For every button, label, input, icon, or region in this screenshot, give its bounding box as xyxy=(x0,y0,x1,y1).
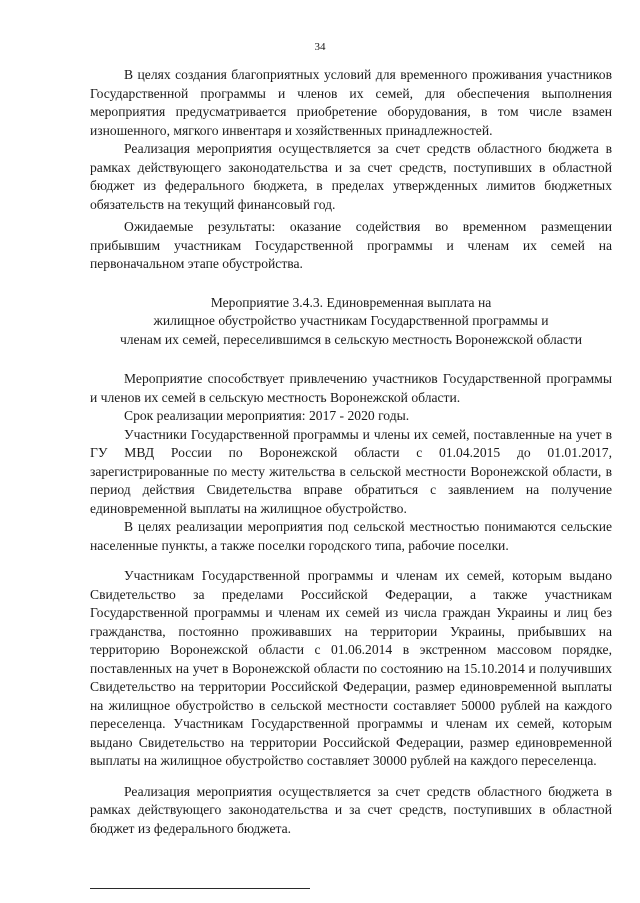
page-number: 34 xyxy=(314,41,326,53)
section-heading-line: членам их семей, переселившимся в сельскую местность Воронежской области xyxy=(119,331,583,347)
paragraph-rural-definition: В целях реализации мероприятия под сельской местностью понимаются сельские населенные пункты, а также поселки городского типа, рабочие поселки. xyxy=(90,519,612,553)
paragraph-measure-purpose: Мероприятие способствует привлечению участников Государственной программы и членов их семей в сельскую местность Воронежской области. xyxy=(90,371,612,405)
paragraph-temporary-housing: В целях создания благоприятных условий для временного проживания участников Государственной программы и членов их семей, для обеспечения выполнения мероприятия предусматривается приобретение оборудования, в том числе взамен изношенного, мягкого инвентаря и хозяйственных принадлежностей. xyxy=(90,67,612,138)
section-heading xyxy=(90,294,612,350)
paragraph-final-funding: Реализация мероприятия осуществляется за счет средств областного бюджета в рамках действующего законодательства и за счет средств, поступивших в областной бюджет из федерального бюджета. xyxy=(90,783,612,836)
footer-divider xyxy=(90,888,310,889)
paragraph-expected-results: Ожидаемые результаты: оказание содействия во временном размещении прибывшим участникам Государственной программы и членам их семей на первоначальном этапе обустройства. xyxy=(90,219,612,271)
section-heading-line: жилищное обустройство участникам Государственной программы и xyxy=(153,313,549,328)
paragraph-eligibility: Участники Государственной программы и члены их семей, поставленные на учет в ГУ МВД России по Воронежской области с 01.04.2015 до 01.01.2017, зарегистрированные по месту жительства в сельской местности Воронежской области, в период действия Свидетельства вправе обратиться с заявлением на получение единовременной выплаты на жилищное обустройство. xyxy=(90,426,612,516)
document-body xyxy=(90,66,612,838)
paragraph-payment-amounts: Участникам Государственной программы и членам их семей, которым выдано Свидетельство за пределами Российской Федерации, а также участникам Государственной программы и членам их семей из числа граждан Украины и лиц без гражданства, постоянно проживавших на территории Украины, прибывших на территорию Воронежской области с 01.06.2014 в экстренном массовом порядке, поставленных на учет в Воронежской области по состоянию на 15.10.2014 и получивших Свидетельство на территории Российской Федерации, размер единовременной выплаты на жилищное обустройство в сельской местности составляет 50000 рублей на каждого переселенца. Участникам Государственной программы и членам их семей, которым выдано Свидетельство на территории Российской Федерации, размер единовременной выплаты на жилищное обустройство составляет 30000 рублей на каждого переселенца. xyxy=(90,568,612,768)
paragraph-funding: Реализация мероприятия осуществляется за счет средств областного бюджета в рамках действующего законодательства и за счет средств, поступивших в областной бюджет из федерального бюджета, в пределах утвержденных лимитов бюджетных обязательств на текущий финансовый год. xyxy=(90,141,612,212)
section-heading-line: Мероприятие 3.4.3. Единовременная выплата на xyxy=(210,294,492,310)
paragraph-period: Срок реализации мероприятия: 2017 - 2020 годы. xyxy=(124,408,410,423)
